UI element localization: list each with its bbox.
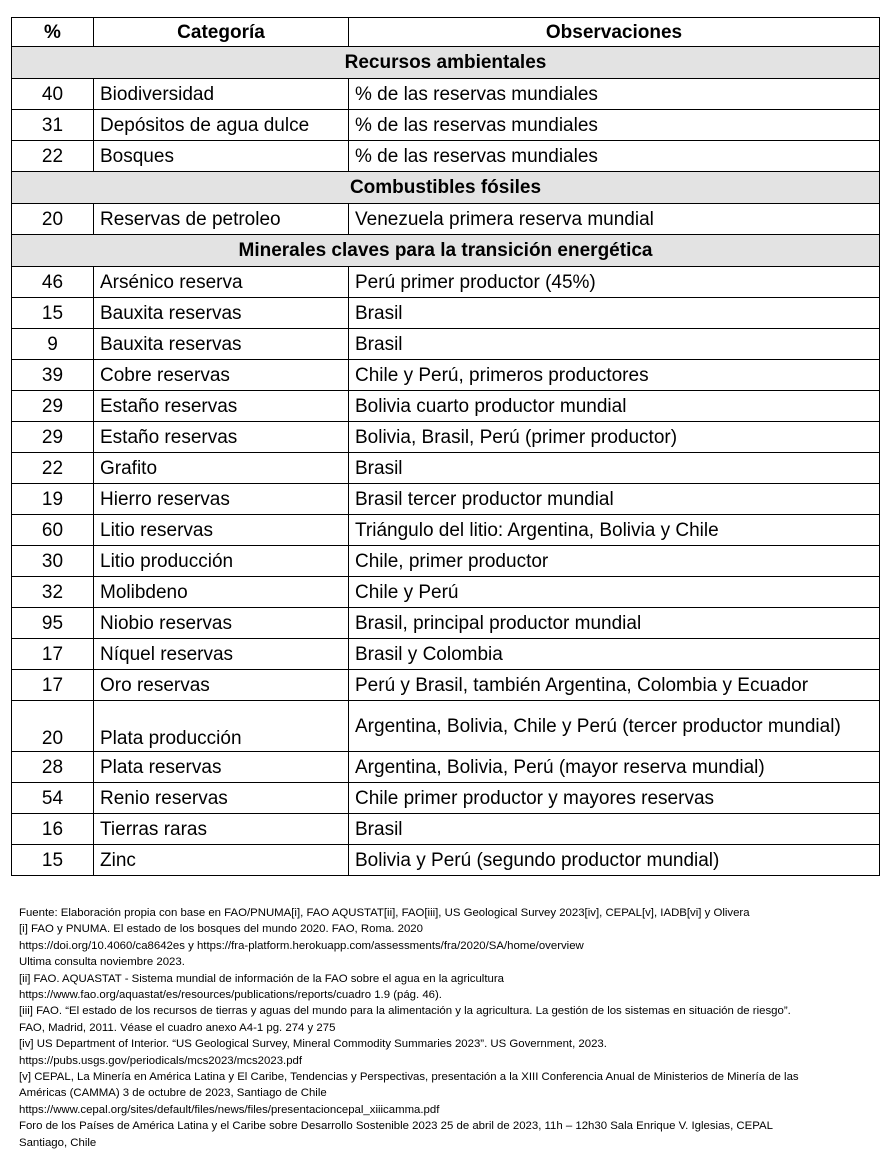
category-cell: Níquel reservas bbox=[94, 639, 349, 670]
observations-cell: Chile y Perú, primeros productores bbox=[349, 360, 880, 391]
table-row bbox=[12, 701, 880, 752]
percent-cell: 20 bbox=[12, 701, 94, 752]
observations-cell: Brasil bbox=[349, 814, 880, 845]
category-cell: Estaño reservas bbox=[94, 422, 349, 453]
footnote-line: Foro de los Países de América Latina y el Caribe sobre Desarrollo Sostenible 2023 25 de abril de 2023, 11h – 12h30 Sala Enrique V. Iglesias, CEPAL bbox=[19, 1120, 773, 1133]
percent-cell: 95 bbox=[12, 608, 94, 639]
percent-cell: 9 bbox=[12, 329, 94, 360]
table-row bbox=[12, 814, 880, 845]
table-row bbox=[12, 329, 880, 360]
observations-cell: Chile, primer productor bbox=[349, 546, 880, 577]
observations-cell: Bolivia, Brasil, Perú (primer productor) bbox=[349, 422, 880, 453]
table-row bbox=[12, 608, 880, 639]
table-row bbox=[12, 577, 880, 608]
header-category: Categoría bbox=[94, 18, 349, 47]
observations-cell: % de las reservas mundiales bbox=[349, 141, 880, 172]
footnote-line: Américas (CAMMA) 3 de octubre de 2023, Santiago de Chile bbox=[19, 1087, 327, 1100]
observations-cell: Brasil, principal productor mundial bbox=[349, 608, 880, 639]
percent-cell: 31 bbox=[12, 110, 94, 141]
footnote-line: [v] CEPAL, La Minería en América Latina y El Caribe, Tendencias y Perspectivas, presentación a la XIII Conferencia Anual de Ministerios de Minería de las bbox=[19, 1071, 799, 1084]
footnote-line: [iii] FAO. “El estado de los recursos de tierras y aguas del mundo para la alimentación y la agricultura. La gestión de los sistemas en situación de riesgo”. bbox=[19, 1005, 791, 1018]
observations-cell: Argentina, Bolivia, Chile y Perú (tercer productor mundial) bbox=[349, 701, 880, 752]
observations-cell: Brasil bbox=[349, 453, 880, 484]
footnote-line: https://doi.org/10.4060/ca8642es y https://fra-platform.herokuapp.com/assessments/fra/2020/SA/home/overview bbox=[19, 939, 584, 952]
category-cell: Tierras raras bbox=[94, 814, 349, 845]
category-cell: Bosques bbox=[94, 141, 349, 172]
percent-cell: 46 bbox=[12, 267, 94, 298]
table-row bbox=[12, 670, 880, 701]
percent-cell: 17 bbox=[12, 670, 94, 701]
observations-cell: Chile primer productor y mayores reservas bbox=[349, 783, 880, 814]
footnote-line: FAO, Madrid, 2011. Véase el cuadro anexo A4-1 pg. 274 y 275 bbox=[19, 1021, 336, 1034]
observations-cell: Bolivia cuarto productor mundial bbox=[349, 391, 880, 422]
header-percent: % bbox=[12, 18, 94, 47]
category-cell: Bauxita reservas bbox=[94, 329, 349, 360]
table-row bbox=[12, 391, 880, 422]
footnotes bbox=[19, 905, 879, 1151]
category-cell: Plata reservas bbox=[94, 752, 349, 783]
footnote-line: Ultima consulta noviembre 2023. bbox=[19, 956, 185, 969]
category-cell: Bauxita reservas bbox=[94, 298, 349, 329]
observations-cell: Perú primer productor (45%) bbox=[349, 267, 880, 298]
observations-cell: Bolivia y Perú (segundo productor mundial) bbox=[349, 845, 880, 876]
observations-cell: Argentina, Bolivia, Perú (mayor reserva mundial) bbox=[349, 752, 880, 783]
category-cell: Cobre reservas bbox=[94, 360, 349, 391]
table-header-row bbox=[12, 18, 880, 47]
table-row bbox=[12, 204, 880, 235]
header-observations: Observaciones bbox=[349, 18, 880, 47]
percent-cell: 40 bbox=[12, 79, 94, 110]
table-row bbox=[12, 639, 880, 670]
table-row bbox=[12, 752, 880, 783]
table-row bbox=[12, 141, 880, 172]
table-row bbox=[12, 783, 880, 814]
percent-cell: 19 bbox=[12, 484, 94, 515]
percent-cell: 60 bbox=[12, 515, 94, 546]
observations-cell: % de las reservas mundiales bbox=[349, 79, 880, 110]
category-cell: Molibdeno bbox=[94, 577, 349, 608]
percent-cell: 29 bbox=[12, 422, 94, 453]
resources-table bbox=[11, 17, 880, 876]
category-cell: Zinc bbox=[94, 845, 349, 876]
table-body bbox=[12, 47, 880, 876]
table-row bbox=[12, 422, 880, 453]
category-cell: Oro reservas bbox=[94, 670, 349, 701]
table-row bbox=[12, 484, 880, 515]
footnote-line: Santiago, Chile bbox=[19, 1136, 97, 1149]
table-row bbox=[12, 79, 880, 110]
table-row bbox=[12, 298, 880, 329]
percent-cell: 22 bbox=[12, 141, 94, 172]
percent-cell: 20 bbox=[12, 204, 94, 235]
section-title: Recursos ambientales bbox=[12, 47, 880, 79]
section-title: Combustibles fósiles bbox=[12, 172, 880, 204]
table-row bbox=[12, 453, 880, 484]
percent-cell: 29 bbox=[12, 391, 94, 422]
table-row bbox=[12, 110, 880, 141]
footnote-line: [iv] US Department of Interior. “US Geological Survey, Mineral Commodity Summaries 2023”. US Government, 2023. bbox=[19, 1038, 607, 1051]
table-row bbox=[12, 360, 880, 391]
observations-cell: Brasil tercer productor mundial bbox=[349, 484, 880, 515]
category-cell: Biodiversidad bbox=[94, 79, 349, 110]
observations-cell: % de las reservas mundiales bbox=[349, 110, 880, 141]
percent-cell: 17 bbox=[12, 639, 94, 670]
observations-cell: Brasil y Colombia bbox=[349, 639, 880, 670]
table-row bbox=[12, 845, 880, 876]
observations-cell: Brasil bbox=[349, 329, 880, 360]
percent-cell: 16 bbox=[12, 814, 94, 845]
percent-cell: 22 bbox=[12, 453, 94, 484]
section-header-row bbox=[12, 172, 880, 204]
percent-cell: 32 bbox=[12, 577, 94, 608]
observations-cell: Brasil bbox=[349, 298, 880, 329]
footnote-line: https://www.cepal.org/sites/default/files/news/files/presentacioncepal_xiiicamma.pdf bbox=[19, 1103, 440, 1116]
category-cell: Plata producción bbox=[94, 701, 349, 752]
category-cell: Grafito bbox=[94, 453, 349, 484]
footnote-line: https://www.fao.org/aquastat/es/resources/publications/reports/cuadro 1.9 (pág. 46). bbox=[19, 989, 442, 1002]
category-cell: Hierro reservas bbox=[94, 484, 349, 515]
footnote-line: https://pubs.usgs.gov/periodicals/mcs2023/mcs2023.pdf bbox=[19, 1054, 303, 1067]
category-cell: Litio reservas bbox=[94, 515, 349, 546]
section-header-row bbox=[12, 47, 880, 79]
percent-cell: 39 bbox=[12, 360, 94, 391]
percent-cell: 54 bbox=[12, 783, 94, 814]
footnote-line: [ii] FAO. AQUASTAT - Sistema mundial de información de la FAO sobre el agua en la agricultura bbox=[19, 972, 504, 985]
footnote-line: Fuente: Elaboración propia con base en FAO/PNUMA[i], FAO AQUSTAT[ii], FAO[iii], US Geological Survey 2023[iv], CEPAL[v], IADB[vi] y Olivera bbox=[19, 907, 750, 919]
percent-cell: 15 bbox=[12, 845, 94, 876]
category-cell: Depósitos de agua dulce bbox=[94, 110, 349, 141]
percent-cell: 15 bbox=[12, 298, 94, 329]
observations-cell: Triángulo del litio: Argentina, Bolivia y Chile bbox=[349, 515, 880, 546]
observations-cell: Venezuela primera reserva mundial bbox=[349, 204, 880, 235]
category-cell: Reservas de petroleo bbox=[94, 204, 349, 235]
percent-cell: 28 bbox=[12, 752, 94, 783]
footnote-line: [i] FAO y PNUMA. El estado de los bosques del mundo 2020. FAO, Roma. 2020 bbox=[19, 923, 423, 936]
category-cell: Arsénico reserva bbox=[94, 267, 349, 298]
section-title: Minerales claves para la transición energética bbox=[12, 235, 880, 267]
observations-cell: Chile y Perú bbox=[349, 577, 880, 608]
percent-cell: 30 bbox=[12, 546, 94, 577]
table-row bbox=[12, 546, 880, 577]
observations-cell: Perú y Brasil, también Argentina, Colombia y Ecuador bbox=[349, 670, 880, 701]
category-cell: Estaño reservas bbox=[94, 391, 349, 422]
table-row bbox=[12, 515, 880, 546]
category-cell: Litio producción bbox=[94, 546, 349, 577]
category-cell: Renio reservas bbox=[94, 783, 349, 814]
section-header-row bbox=[12, 235, 880, 267]
table-row bbox=[12, 267, 880, 298]
category-cell: Niobio reservas bbox=[94, 608, 349, 639]
